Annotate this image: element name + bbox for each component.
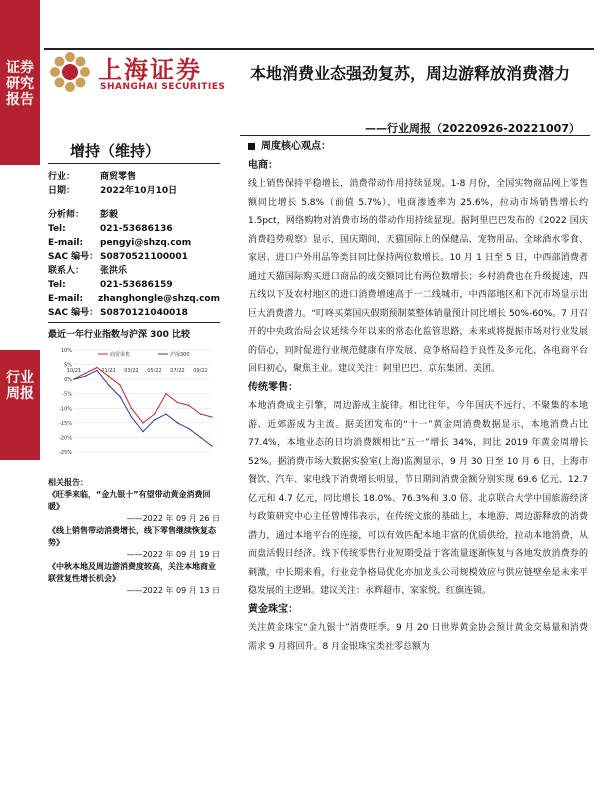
related-heading: 相关报告： [48, 478, 88, 487]
chart-title: 最近一年行业指数与沪深 300 比较 [48, 330, 191, 340]
y-tick-label: 10% [60, 348, 72, 354]
email2-label: E-mail: [48, 294, 84, 304]
retail-heading: 传统零售： [248, 381, 298, 393]
x-tick-label: 03/22 [124, 368, 139, 374]
header-rule [240, 135, 590, 136]
industry-value: 商贸零售 [100, 172, 137, 182]
y-tick-label: -15% [59, 420, 72, 427]
x-tick-label: 01/22 [101, 368, 116, 374]
series-point [119, 384, 120, 385]
company-logo [48, 50, 228, 100]
industry-label: 行业： [48, 172, 76, 182]
series-point [177, 402, 178, 403]
divider [48, 322, 220, 323]
y-tick-label: -20% [59, 435, 72, 442]
date-value: 2022年10月10日 [100, 186, 178, 196]
sac2-label: SAC 编号： [48, 308, 99, 318]
ecommerce-heading: 电商： [248, 159, 278, 171]
legend-label: 沪深300 [170, 352, 190, 358]
email2-value[interactable]: zhanghongle@shzq.com [98, 294, 220, 304]
y-tick-label: -5% [62, 391, 72, 398]
contact-value: 张洪乐 [100, 266, 128, 276]
related-reports [48, 477, 220, 597]
series-point [96, 367, 97, 368]
series-point [108, 384, 109, 385]
series-point [119, 396, 120, 397]
gold-heading: 黄金珠宝： [248, 603, 298, 615]
retail-paragraph: 本地消费成主引擎，周边游成主旋律。相比往年，今年国庆不远行、不聚集的本地游、近郊游成为主流。据美团发布的“十一”黄金周消费数据显示，本地消费占比 77.4%，本地业态的日均消费额相比“五一”增长 34%，同比 2019 年黄金周增长 52%。据消费市场大数据实验室(上海)监测显示，9 月 30 日至 10 月 6 日，上海市餐饮、汽车、家电线下消费增长明显，节日期间消费金额分别实现 69.6 亿元、12.7 亿元和 4.7 亿元，同比增长 18.0%、76.3%和 3.0 倍。北京联合大学中国旅游经济与政策研究中心主任曾博伟表示，在传统文旅的基础上，本地游、周边游释放的消费潜力，通过本地平台的连接，可以有效匹配本地丰富的优质供给，拉动本地消费，从而盘活假日经济。线下传统零售行业短期受益于客流量逐渐恢复与各地发放消费券的刺激，中长期来看，行业竞争格局优化亦加龙头公司规模效应与供应链壁垒是未来平稳发展的主逻辑。建议关注：永辉超市、家家悦、红旗连锁。 [248, 401, 588, 596]
related-item[interactable]: 《线上销售带动消费增长，线下零售继续恢复态势》 ——2022 年 09 月 19 日 [48, 526, 220, 559]
series-point [96, 370, 97, 371]
series-point [142, 431, 143, 432]
series-point [165, 413, 166, 414]
y-tick-label: -25% [59, 450, 72, 456]
series-point [131, 408, 132, 409]
legend-label: 商贸零售 [110, 352, 131, 358]
date-label: 日期： [48, 186, 76, 196]
sidebar [0, 0, 40, 800]
contact-label: 联系人： [48, 266, 85, 276]
logo-en-text: SHANGHAI SECURITIES [100, 82, 226, 92]
bullet-icon [248, 143, 255, 150]
sidebar-top-band [0, 0, 40, 165]
sac2-value: S0870121040018 [100, 308, 188, 318]
x-tick-label: 10/21 [66, 368, 82, 374]
analyst-label: 分析师： [48, 210, 85, 220]
series-point [165, 393, 166, 394]
report-title: 本地消费业态强劲复苏，周边游释放消费潜力 [249, 64, 570, 83]
tel2-label: Tel: [48, 280, 66, 290]
series-point [211, 416, 212, 417]
tel1-value: 021-53686136 [100, 224, 173, 234]
series-point [211, 445, 212, 446]
sidebar-top-label: 证券研究报告 [6, 60, 34, 108]
series-point [85, 373, 86, 374]
index-chart-svg [48, 342, 220, 467]
logo-cn-text: 上海证券 [98, 56, 202, 84]
series-point [142, 422, 143, 423]
series-point [154, 413, 155, 414]
series-point [131, 416, 132, 417]
tel2-value: 021-53686159 [100, 280, 173, 290]
tel1-label: Tel: [48, 224, 66, 234]
x-tick-label: 09/22 [193, 368, 208, 374]
series-point [85, 376, 86, 377]
series-point [108, 376, 109, 377]
x-tick-label: 05/22 [147, 368, 162, 374]
series-point [177, 422, 178, 423]
sac1-value: S0870521100001 [100, 252, 188, 262]
analyst-value: 彭毅 [100, 210, 119, 220]
sac1-label: SAC 编号： [48, 252, 99, 262]
index-chart [48, 342, 220, 467]
x-tick-label: 07/22 [170, 368, 185, 374]
series-point [73, 378, 74, 379]
series-point [154, 419, 155, 420]
main-content [248, 138, 588, 656]
report-subtitle: ——行业周报（20220926-20221007） [364, 122, 580, 135]
y-tick-label: 0% [64, 377, 72, 384]
email1-value[interactable]: pengyi@shzq.com [100, 238, 192, 248]
logo-mark-icon [48, 50, 92, 94]
ecommerce-paragraph: 线上销售保持平稳增长，消费带动作用持续显现。1-8 月份，全国实物商品网上零售额同比增长 5.8%（前值 5.7%），电商渗透率为 25.6%，拉动市场销售增长约 1.5pct，网络购物对消费市场的带动作用持续显现。据阿里巴巴发布的《2022 国庆消费趋势观察》显示，国庆期间，天猫国际上的保健品、宠物用品、全球酒水零食、家居、进口户外用品等类目同比保持两位数增长。10 月 1 日至 5 日，中西部消费者通过天猫国际购买进口商品的成交额同比有两位数增长；乡村消费也在升级提速，四五线以下及农村地区的进口消费增速高于一二线城市，中西部地区和下沉市场显示出巨大消费潜力。“叮咚买菜国庆假期预制菜整体销量预计同比增长 50%-60%。7 月召开的中央政治局会议延续今年以来的常态化监管思路，未来或将提振市场对行业发展的信心，同时促进行业规范健康有序发展、竞争格局趋于良性及多元化、各电商平台回归初心，聚焦主业。建议关注：阿里巴巴、京东集团、美团。 [248, 179, 588, 374]
y-tick-label: -10% [59, 406, 72, 413]
series-point [188, 405, 189, 406]
sidebar-bottom-band [0, 350, 40, 460]
email1-label: E-mail: [48, 238, 84, 248]
related-item[interactable]: 《中秋本地及周边游消费度较高，关注本地商业联营复性增长机会》 ——2022 年 09 月 13 日 [48, 562, 220, 595]
rating: 增持（维持） [48, 136, 220, 164]
series-point [200, 437, 201, 438]
section-title: 周度核心观点： [248, 138, 588, 157]
gold-paragraph: 关注黄金珠宝“金九银十”消费旺季。9 月 20 日世界黄金协会预计黄金交易量和消费需求 9 月将回升。8 月金银珠宝类社零总额为 [248, 623, 588, 652]
series-point [200, 413, 201, 414]
series-point [188, 428, 189, 429]
y-tick-label: 5% [64, 362, 72, 369]
sidebar-bottom-label: 行业周报 [6, 370, 34, 402]
info-column [48, 136, 220, 597]
series-line-0 [74, 368, 212, 423]
related-item[interactable]: 《旺季来临，“金九银十”有望带动黄金消费回暖》 ——2022 年 09 月 26 日 [48, 490, 220, 523]
